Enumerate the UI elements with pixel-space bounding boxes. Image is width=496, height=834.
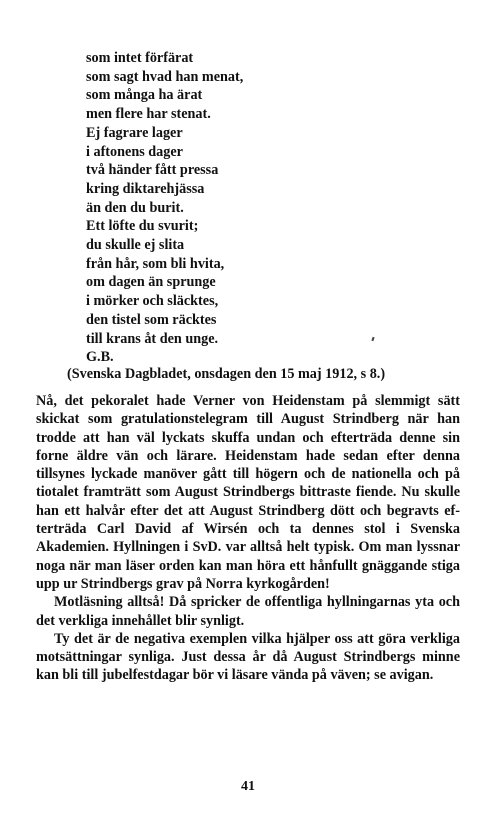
poem-line: Ej fagrare lager xyxy=(86,124,183,141)
poem-line: Ett löfte du svurit; xyxy=(86,218,199,235)
poem-signature: G.B. xyxy=(86,349,114,366)
paragraph: Motläsning alltså! Då spricker de offentliga hyllningarnas yta och det verkliga innehållet blir synligt. xyxy=(36,594,460,629)
poem-line: i mörker och släcktes, xyxy=(86,293,219,310)
source-citation: (Svenska Dagbladet, onsdagen den 15 maj 1912, s 8.) xyxy=(67,366,386,382)
poem-line: som sagt hvad han menat, xyxy=(86,68,244,85)
paragraph: Ty det är de negativa exemplen vilka hjälper oss att göra verkliga motsättningar synliga. Just dessa år då August Strindbergs minne kan bli till jubelfestdagar bör vi läsare vända på väven; se avigan. xyxy=(36,630,460,684)
poem-line: som intet förfärat xyxy=(86,50,194,66)
poem-line: om dagen än sprunge xyxy=(86,274,216,291)
poem-line: i aftonens dager xyxy=(86,143,183,160)
poem-line: från hår, som bli hvita, xyxy=(86,255,225,272)
paragraph: Nå, det pekoralet hade Verner von Heidenstam på slemmigt sätt skickat som gratulationstelegram till August Strindberg när han trodde att han väl lyckats skuffa undan och efterträda denne sin forne äldre vän och lärare. Heidenstam hade sedan efter denna tillsynes lyckade manöver gått till högern och de nationella och på tiotalet framträtt som August Strindbergs bittraste fiende. Nu skulle han ett halvår efter det att August Strindberg dött och begravts efterträda Carl David af Wirsén och ta dennes stol i Svenska Akademien. Hyllningen i SvD. var alltså helt typisk. Om man lyssnar noga när man läser orden kan man höra ett hånfullt gnäggande stiga upp ur Strindbergs grav på Norra kyrkogården! xyxy=(36,393,460,592)
stray-mark xyxy=(371,337,374,341)
poem-line: som många ha ärat xyxy=(86,87,203,104)
poem xyxy=(86,49,243,367)
poem-line: du skulle ej slita xyxy=(86,237,185,254)
poem-line: men flere har stenat. xyxy=(86,106,211,123)
poem-line: till krans åt den unge. xyxy=(86,330,219,347)
poem-line: kring diktarehjässa xyxy=(86,180,205,197)
page-number: 41 xyxy=(241,779,255,794)
body-text xyxy=(36,392,460,685)
poem-line: två händer fått pressa xyxy=(86,162,219,179)
poem-line: än den du burit. xyxy=(86,199,184,216)
poem-line: den tistel som räcktes xyxy=(86,311,217,328)
